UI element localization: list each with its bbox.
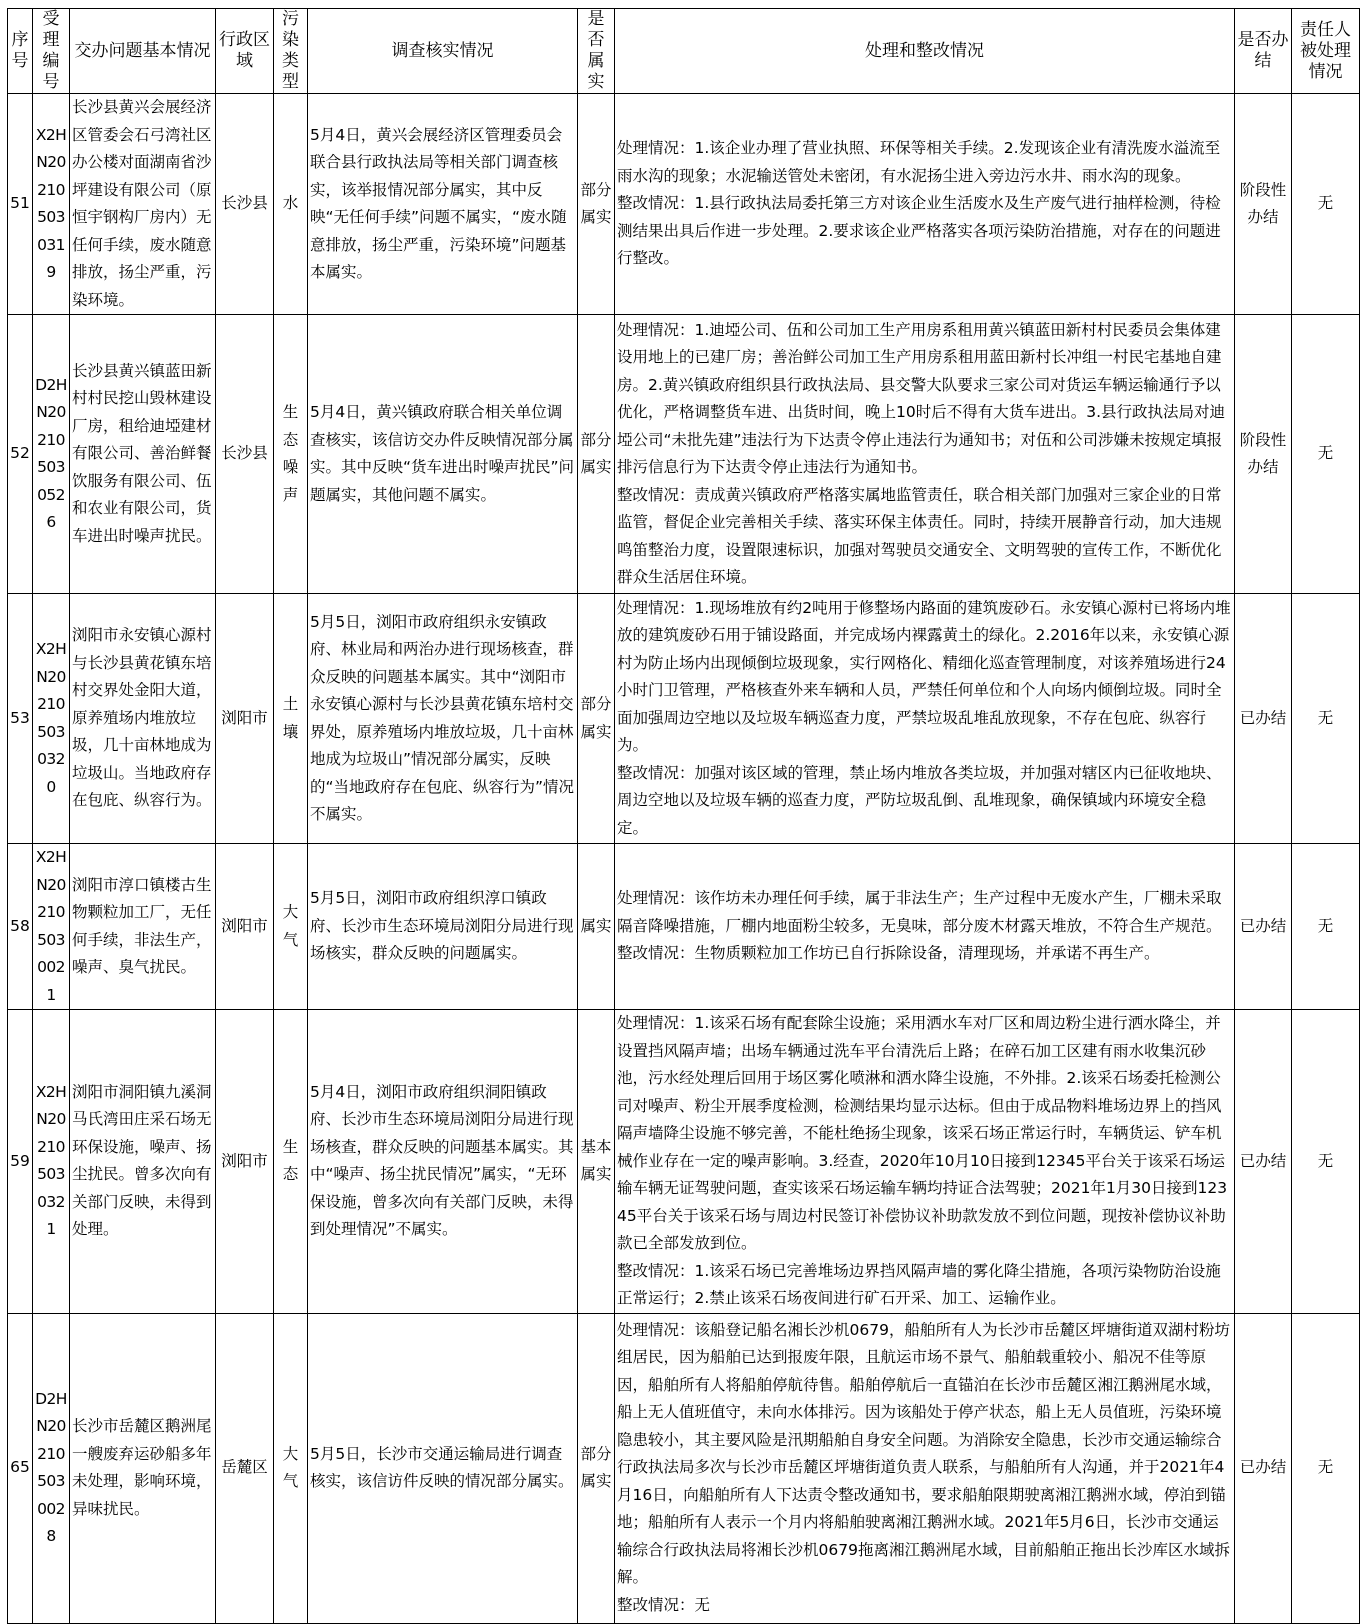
cell-area: 浏阳市 xyxy=(216,844,274,1010)
cell-area: 长沙县 xyxy=(216,94,274,315)
cell-handling xyxy=(615,594,1235,844)
cell-code: X2HN20210503 0320 xyxy=(33,594,70,844)
table-row xyxy=(8,594,1360,844)
table-row xyxy=(8,1010,1360,1314)
cell-code: D2HN20210503 0028 xyxy=(33,1313,70,1623)
cell-area: 岳麓区 xyxy=(216,1313,274,1623)
cell-handling xyxy=(615,1010,1235,1314)
cell-problem: 浏阳市永安镇心源村与长沙县黄花镇东培村交界处金阳大道，原养殖场内堆放垃圾，几十亩林地成为垃圾山。当地政府存在包庇、纵容行为。 xyxy=(70,594,216,844)
cell-seq: 59 xyxy=(8,1010,33,1314)
handling-rectify: 整改情况：1.该采石场已完善堆场边界挡风隔声墙的雾化降尘措施，各项污染物防治设施正常运行；2.禁止该采石场夜间进行矿石开采、加工、运输作业。 xyxy=(617,1261,1221,1307)
cell-problem: 长沙市岳麓区鹅洲尾一艘废弃运砂船多年未处理，影响环境，异味扰民。 xyxy=(70,1313,216,1623)
cell-investigation: 5月4日，黄兴会展经济区管理委员会联合县行政执法局等相关部门调查核实，该举报情况部分属实，其中反映“无任何手续”问题不属实，“废水随意排放，扬尘严重，污染环境”问题基本属实。 xyxy=(308,94,578,315)
cell-pollution: 水 xyxy=(274,94,308,315)
cell-seq: 51 xyxy=(8,94,33,315)
cell-pollution: 生态噪声 xyxy=(274,315,308,594)
cell-accountability: 无 xyxy=(1292,594,1360,844)
cell-handling xyxy=(615,315,1235,594)
cell-investigation: 5月4日，浏阳市政府组织洞阳镇政府、长沙市生态环境局浏阳分局进行现场核查，群众反映的问题基本属实。其中“噪声、扬尘扰民情况”属实，“无环保设施，曾多次向有关部门反映，未得到处理情况”不属实。 xyxy=(308,1010,578,1314)
cell-handling xyxy=(615,94,1235,315)
cell-problem: 浏阳市洞阳镇九溪洞马氏湾田庄采石场无环保设施，噪声、扬尘扰民。曾多次向有关部门反映，未得到处理。 xyxy=(70,1010,216,1314)
table-row xyxy=(8,1313,1360,1623)
cell-closed: 阶段性办结 xyxy=(1235,315,1292,594)
cell-problem: 长沙县黄兴会展经济区管委会石弓湾社区办公楼对面湖南省沙坪建设有限公司（原恒宇钢构厂房内）无任何手续，废水随意排放，扬尘严重，污染环境。 xyxy=(70,94,216,315)
cell-problem: 长沙县黄兴镇蓝田新村村民挖山毁林建设厂房，租给迪埡建材有限公司、善治鲜餐饮服务有限公司、伍和农业有限公司，货车进出时噪声扰民。 xyxy=(70,315,216,594)
handling-process: 处理情况：1.迪埡公司、伍和公司加工生产用房系租用黄兴镇蓝田新村村民委员会集体建设用地上的已建厂房；善治鲜公司加工生产用房系租用蓝田新村长冲组一村民宅基地自建房。2.黄兴镇政府组织县行政执法局、县交警大队要求三家公司对货运车辆运输通行予以优化，严格调整货车进、出货时间，晚上10时后不得有大货车进出。3.县行政执法局对迪埡公司“未批先建”违法行为下达责令停止违法行为通知书；对伍和公司涉嫌未按规定填报排污信息行为下达责令停止违法行为通知书。 xyxy=(617,320,1226,476)
header-accountability: 责任人被处理情况 xyxy=(1292,9,1360,94)
cell-investigation: 5月5日，长沙市交通运输局进行调查核实，该信访件反映的情况部分属实。 xyxy=(308,1313,578,1623)
cell-handling xyxy=(615,844,1235,1010)
document-page xyxy=(7,8,1359,1624)
cell-verified: 部分属实 xyxy=(578,94,615,315)
cell-pollution: 土壤 xyxy=(274,594,308,844)
header-verified: 是否属实 xyxy=(578,9,615,94)
complaint-table xyxy=(7,8,1360,1624)
handling-process: 处理情况：该作坊未办理任何手续，属于非法生产；生产过程中无废水产生，厂棚未采取隔音降噪措施，厂棚内地面粉尘较多，无臭味，部分废木材露天堆放，不符合生产规范。 xyxy=(617,889,1222,935)
header-seq: 序号 xyxy=(8,9,33,94)
cell-accountability: 无 xyxy=(1292,844,1360,1010)
cell-pollution: 生态 xyxy=(274,1010,308,1314)
cell-verified: 属实 xyxy=(578,844,615,1010)
cell-verified: 部分属实 xyxy=(578,594,615,844)
cell-handling xyxy=(615,1313,1235,1623)
handling-rectify: 整改情况：责成黄兴镇政府严格落实属地监管责任，联合相关部门加强对三家企业的日常监管，督促企业完善相关手续、落实环保主体责任。同时，持续开展静音行动，加大违规鸣笛整治力度，设置限速标识，加强对驾驶员交通安全、文明驾驶的宣传工作，不断优化群众生活居住环境。 xyxy=(617,485,1222,586)
cell-area: 长沙县 xyxy=(216,315,274,594)
cell-verified: 部分属实 xyxy=(578,315,615,594)
cell-code: X2HN20210503 0021 xyxy=(33,844,70,1010)
cell-code: X2HN20210503 0319 xyxy=(33,94,70,315)
header-problem: 交办问题基本情况 xyxy=(70,9,216,94)
cell-area: 浏阳市 xyxy=(216,594,274,844)
cell-seq: 65 xyxy=(8,1313,33,1623)
cell-verified: 基本属实 xyxy=(578,1010,615,1314)
handling-process: 处理情况：1.该采石场有配套除尘设施；采用洒水车对厂区和周边粉尘进行洒水降尘，并设置挡风隔声墙；出场车辆通过洗车平台清洗后上路；在碎石加工区建有雨水收集沉砂池，污水经处理后回用于场区雾化喷淋和洒水降尘设施，不外排。2.该采石场委托检测公司对噪声、粉尘开展季度检测，检测结果均显示达标。但由于成品物料堆场边界上的挡风隔声墙降尘设施不够完善，不能杜绝扬尘现象，该采石场正常运行时，车辆货运、铲车机械作业存在一定的噪声影响。3.经查，2020年10月10日接到12345平台关于该采石场运输车辆无证驾驶问题，查实该采石场运输车辆均持证合法驾驶；2021年1月30日接到12345平台关于该采石场与周边村民签订补偿协议补助款发放不到位问题，现按补偿协议补助款已全部发放到位。 xyxy=(617,1014,1228,1252)
table-row xyxy=(8,94,1360,315)
cell-closed: 已办结 xyxy=(1235,1010,1292,1314)
cell-code: D2HN20210503 0526 xyxy=(33,315,70,594)
header-area: 行政区域 xyxy=(216,9,274,94)
cell-investigation: 5月5日，浏阳市政府组织淳口镇政府、长沙市生态环境局浏阳分局进行现场核实，群众反映的问题属实。 xyxy=(308,844,578,1010)
cell-problem: 浏阳市淳口镇楼古生物颗粒加工厂，无任何手续，非法生产，噪声、臭气扰民。 xyxy=(70,844,216,1010)
cell-seq: 58 xyxy=(8,844,33,1010)
table-row xyxy=(8,844,1360,1010)
cell-accountability: 无 xyxy=(1292,1313,1360,1623)
cell-seq: 52 xyxy=(8,315,33,594)
cell-accountability: 无 xyxy=(1292,94,1360,315)
header-pollution: 污染类型 xyxy=(274,9,308,94)
cell-closed: 已办结 xyxy=(1235,844,1292,1010)
handling-rectify: 整改情况：生物质颗粒加工作坊已自行拆除设备，清理现场，并承诺不再生产。 xyxy=(617,944,1160,963)
header-code: 受理编号 xyxy=(33,9,70,94)
cell-seq: 53 xyxy=(8,594,33,844)
cell-accountability: 无 xyxy=(1292,1010,1360,1314)
handling-process: 处理情况：该船登记船名湘长沙机0679，船舶所有人为长沙市岳麓区坪塘街道双湖村粉坊组居民，因为船舶已达到报废年限，且航运市场不景气、船舶载重较小、船况不佳等原因，船舶所有人将船舶停航待售。船舶停航后一直锚泊在长沙市岳麓区湘江鹅洲尾水域，船上无人值班值守，未向水体排污。因为该船处于停产状态，船上无人员值班，污染环境隐患较小，其主要风险是汛期船舶自身安全问题。为消除安全隐患，长沙市交通运输综合行政执法局多次与长沙市岳麓区坪塘街道负责人联系，与船舶所有人沟通，并于2021年4月16日，向船舶所有人下达责令整改通知书，要求船舶限期驶离湘江鹅洲水域，停泊到锚地；船舶所有人表示一个月内将船舶驶离湘江鹅洲水域。2021年5月6日，长沙市交通运输综合行政执法局将湘长沙机0679拖离湘江鹅洲尾水域，目前船舶正拖出长沙库区水域拆解。 xyxy=(617,1320,1230,1587)
cell-investigation: 5月4日，黄兴镇政府联合相关单位调查核实，该信访交办件反映情况部分属实。其中反映“货车进出时噪声扰民”问题属实，其他问题不属实。 xyxy=(308,315,578,594)
cell-closed: 阶段性办结 xyxy=(1235,94,1292,315)
handling-process: 处理情况：1.该企业办理了营业执照、环保等相关手续。2.发现该企业有清洗废水溢流至雨水沟的现象；水泥输送管处未密闭，有水泥扬尘进入旁边污水井、雨水沟的现象。 xyxy=(617,139,1221,185)
handling-process: 处理情况：1.现场堆放有约2吨用于修整场内路面的建筑废砂石。永安镇心源村已将场内堆放的建筑废砂石用于铺设路面，并完成场内裸露黄土的绿化。2.2016年以来，永安镇心源村为防止场内出现倾倒垃圾现象，实行网格化、精细化巡查管理制度，对该养殖场进行24小时门卫管理，严格核查外来车辆和人员，严禁任何单位和个人向场内倾倒垃圾。同时全面加强周边空地以及垃圾车辆巡查力度，严禁垃圾乱堆乱放现象，不存在包庇、纵容行为。 xyxy=(617,598,1231,755)
header-investigation: 调查核实情况 xyxy=(308,9,578,94)
cell-closed: 已办结 xyxy=(1235,1313,1292,1623)
header-closed: 是否办结 xyxy=(1235,9,1292,94)
cell-pollution: 大气 xyxy=(274,844,308,1010)
cell-code: X2HN20210503 0321 xyxy=(33,1010,70,1314)
cell-accountability: 无 xyxy=(1292,315,1360,594)
header-row xyxy=(8,9,1360,94)
handling-rectify: 整改情况：1.县行政执法局委托第三方对该企业生活废水及生产废气进行抽样检测，待检测结果出具后作进一步处理。2.要求该企业严格落实各项污染防治措施，对存在的问题进行整改。 xyxy=(617,194,1221,268)
table-row xyxy=(8,315,1360,594)
handling-rectify: 整改情况：无 xyxy=(617,1595,711,1614)
header-handling: 处理和整改情况 xyxy=(615,9,1235,94)
cell-verified: 部分属实 xyxy=(578,1313,615,1623)
handling-rectify: 整改情况：加强对该区域的管理，禁止场内堆放各类垃圾，并加强对辖区内已征收地块、周边空地以及垃圾车辆的巡查力度，严防垃圾乱倒、乱堆现象，确保镇域内环境安全稳定。 xyxy=(617,763,1222,837)
cell-investigation: 5月5日，浏阳市政府组织永安镇政府、林业局和两治办进行现场核查，群众反映的问题基本属实。其中“浏阳市永安镇心源村与长沙县黄花镇东培村交界处，原养殖场内堆放垃圾，几十亩林地成为垃圾山”情况部分属实，反映的“当地政府存在包庇、纵容行为”情况不属实。 xyxy=(308,594,578,844)
cell-closed: 已办结 xyxy=(1235,594,1292,844)
cell-pollution: 大气 xyxy=(274,1313,308,1623)
cell-area: 浏阳市 xyxy=(216,1010,274,1314)
